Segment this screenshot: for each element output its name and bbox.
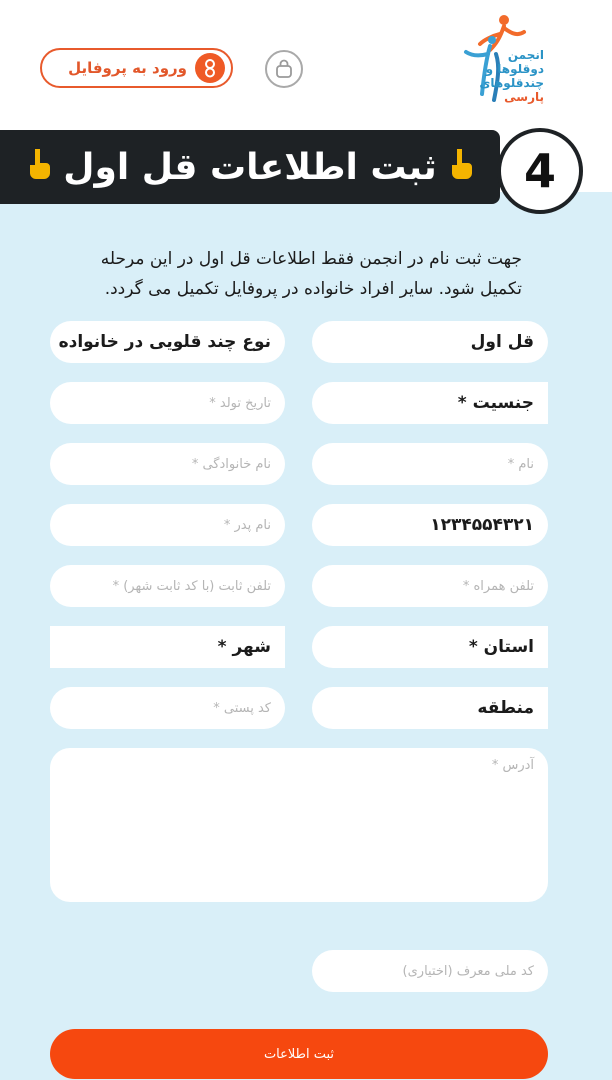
landline-placeholder: تلفن ثابت (با کد ثابت شهر) * (112, 578, 271, 594)
address-textarea[interactable] (50, 748, 548, 902)
logo-line: پارسی (504, 90, 544, 104)
father-name-input[interactable] (50, 504, 285, 546)
national-code-input[interactable] (312, 504, 548, 546)
postal-code-placeholder: کد پستی * (213, 700, 271, 716)
user-icon (195, 53, 225, 83)
province-select[interactable] (312, 626, 548, 668)
logo-line: انجمن (507, 48, 544, 62)
multiple-type-select[interactable] (50, 321, 285, 363)
logo-line: چندقلوهای (479, 76, 544, 90)
birth-date-input[interactable] (50, 382, 285, 424)
last-name-input[interactable] (50, 443, 285, 485)
gender-select[interactable] (312, 382, 548, 424)
step-number-badge: 4 (497, 128, 583, 214)
first-name-input[interactable] (312, 443, 548, 485)
logo-line: دوقلوها و (485, 62, 544, 76)
sibling-order-select[interactable] (312, 321, 548, 363)
region-select[interactable] (312, 687, 548, 729)
profile-login-label: ورود به پروفایل (68, 59, 187, 77)
step-banner (0, 130, 500, 204)
association-logo[interactable] (460, 10, 580, 122)
profile-login-button[interactable] (40, 48, 233, 88)
referrer-placeholder: کد ملی معرف (اختیاری) (402, 963, 534, 979)
birth-date-placeholder: تاریخ تولد * (209, 395, 271, 411)
multiple-type-value: نوع چند قلویی در خانواده (58, 332, 271, 352)
pointing-hand-icon (25, 147, 53, 187)
landline-input[interactable] (50, 565, 285, 607)
province-value: استان * (468, 637, 534, 657)
city-value: شهر * (217, 637, 271, 657)
banner-title: ثبت اطلاعات قل اول (63, 146, 437, 188)
region-value: منطقه (477, 698, 534, 718)
shopping-bag-icon[interactable] (265, 50, 303, 88)
referrer-code-input[interactable] (312, 950, 548, 992)
pointing-hand-icon (447, 147, 475, 187)
mobile-input[interactable] (312, 565, 548, 607)
submit-button[interactable] (50, 1029, 548, 1079)
mobile-placeholder: تلفن همراه * (462, 578, 534, 594)
sibling-order-value: قل اول (470, 332, 534, 352)
submit-label: ثبت اطلاعات (263, 1046, 335, 1062)
first-name-placeholder: نام * (507, 456, 534, 472)
postal-code-input[interactable] (50, 687, 285, 729)
intro-text: جهت ثبت نام در انجمن فقط اطلاعات قل اول در این مرحله تکمیل شود. سایر افراد خانواده در پروفایل تکمیل می گردد. (100, 249, 522, 299)
father-name-placeholder: نام پدر * (223, 517, 271, 533)
national-code-value: ۱۲۳۴۵۵۴۳۲۱ (430, 515, 534, 535)
city-select[interactable] (50, 626, 285, 668)
last-name-placeholder: نام خانوادگی * (191, 456, 271, 472)
gender-value: جنسیت * (457, 393, 534, 413)
address-placeholder: آدرس * (491, 758, 534, 773)
logo-text (479, 48, 544, 104)
site-header (0, 0, 612, 130)
